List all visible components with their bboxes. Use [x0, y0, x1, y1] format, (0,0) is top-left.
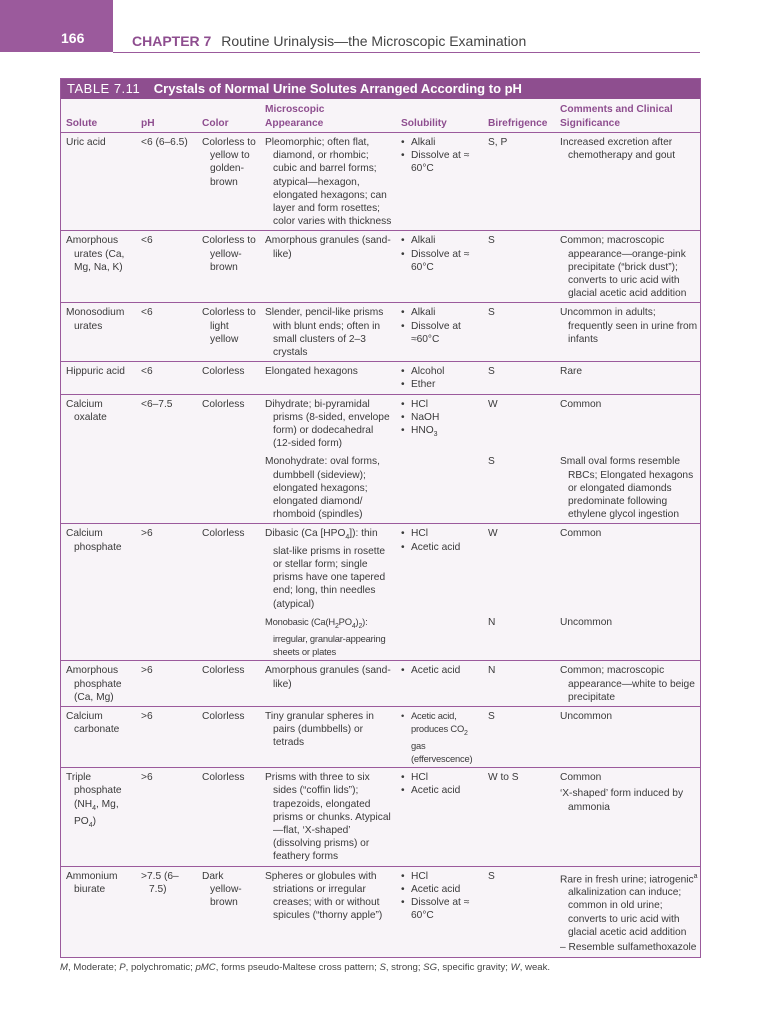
cell-ph: <6: [141, 307, 153, 319]
col-header-appearance-line1: Microscopic: [265, 104, 325, 115]
cell-solubility: [401, 234, 480, 274]
abbr: pMC: [195, 962, 216, 973]
col-header-color: Color: [202, 118, 229, 129]
cell-color: Colorless: [202, 665, 245, 677]
text-part: Monobasic (Ca(H: [265, 615, 335, 627]
cell-ph: <6: [141, 235, 153, 247]
chapter-title: Routine Urinalysis—the Microscopic Examination: [221, 33, 527, 49]
table-row: [61, 133, 701, 231]
solubility-item-hno3: [401, 424, 480, 441]
running-header: [132, 33, 526, 49]
col-header-appearance-line2: Appearance: [265, 118, 324, 129]
cell-appearance: Slender, pencil-like prisms with blunt ends; often in small clusters of 2–3 crystals: [265, 307, 384, 359]
col-header-ph: pH: [141, 118, 155, 129]
cell-solute: Uric acid: [66, 137, 106, 148]
chapter-label: CHAPTER 7: [132, 33, 212, 49]
solubility-item: • Dissolve at ≈ 60°C: [401, 149, 480, 175]
table-row: [61, 231, 701, 303]
cell-solubility: [401, 398, 480, 442]
subscript: 2: [358, 622, 363, 630]
solubility-item: [401, 710, 480, 765]
table-number: TABLE 7.11: [67, 81, 141, 96]
abbr-def: , strong;: [385, 962, 424, 973]
subscript: 4: [92, 804, 97, 812]
subscript: 4: [88, 821, 93, 829]
cell-comments: Uncommon: [560, 616, 613, 628]
cell-comments-line1: Common: [560, 772, 602, 784]
cell-solubility: [401, 527, 480, 553]
cell-color: Colorless: [202, 528, 245, 540]
cell-solute: Calcium oxalate: [66, 398, 107, 423]
col-header-solubility: Solubility: [401, 118, 447, 129]
text-part: Dibasic (Ca [HPO: [265, 528, 346, 540]
abbr: M: [60, 962, 68, 973]
solubility-item: • Dissolve at ≈ 60°C: [401, 248, 480, 274]
solubility-item: • Acetic acid: [401, 541, 480, 554]
table-footnote: [60, 962, 550, 973]
solubility-item: • HCl: [401, 771, 480, 784]
table-row: [61, 394, 701, 452]
abbr: SG: [423, 962, 438, 973]
abbr-def: , Moderate;: [68, 962, 120, 973]
cell-comments-line2: ‘X-shaped’ form induced by ammonia: [560, 788, 684, 813]
abbr: P: [119, 962, 126, 973]
subscript: 4: [345, 534, 350, 542]
page-number: 166: [61, 30, 85, 46]
cell-solute: Amorphous urates (Ca, Mg, Na, K): [66, 235, 125, 273]
cell-comments: Small oval forms resemble RBCs; Elongated hexagons or elongated diamonds predominate following ethylene glycol ingestion: [560, 456, 694, 521]
cell-ph: >7.5 (6–7.5): [141, 870, 179, 895]
subscript: 2: [334, 622, 339, 630]
cell-birefringence: N: [488, 665, 496, 677]
text-part: , Mg, PO: [74, 798, 119, 827]
cell-appearance: Pleomorphic; often flat, diamond, or rhombic; cubic and barrel forms; atypical—hexagon, elongated hexagons; can layer and form rosettes; color varies with thickness: [265, 137, 392, 228]
cell-color: Colorless: [202, 366, 245, 378]
cell-color: Dark yellow-brown: [202, 870, 242, 909]
abbr-def: , specific gravity;: [437, 962, 511, 973]
cell-solubility: [401, 771, 480, 797]
table-row: [61, 661, 701, 707]
solubility-item: • Alkali: [401, 306, 480, 319]
text-part: Acetic acid, produces CO: [411, 710, 465, 734]
abbr: W: [510, 962, 520, 973]
superscript: a: [693, 872, 698, 880]
cell-solubility: [401, 136, 480, 176]
cell-birefringence: S: [488, 307, 495, 319]
cell-solubility: [401, 870, 480, 923]
cell-ph: <6: [141, 366, 153, 378]
cell-comments: Common; macroscopic appearance—orange-pink precipitate (“brick dust”); converts to uric acid with glacial acetic acid addition: [560, 235, 687, 300]
cell-appearance: Monohydrate: oval forms, dumbbell (sideview); elongated hexagons; elongated diamond/ rhomboid (spindles): [265, 456, 380, 521]
cell-solubility: [401, 365, 480, 391]
cell-solubility: [401, 306, 480, 346]
cell-color: Colorless to yellow-brown: [202, 235, 256, 273]
text-part: alkalinization can induce; common in old urine; converts to uric acid with glacial acetic acid addition: [568, 887, 687, 938]
cell-ph: <6–7.5: [141, 398, 173, 410]
cell-appearance: Elongated hexagons: [265, 366, 358, 378]
cell-solute: Amorphous phosphate (Ca, Mg): [66, 665, 122, 703]
cell-appearance: Amorphous granules (sand-like): [265, 665, 391, 690]
table-header-row: [61, 99, 701, 133]
abbr-def: , polychromatic;: [125, 962, 196, 973]
solubility-item: • HCl: [401, 398, 480, 411]
text-part: Rare in fresh urine; iatrogenic: [560, 874, 694, 886]
cell-comments: Rare: [560, 366, 583, 378]
abbr: S: [379, 962, 386, 973]
col-header-comments: [555, 99, 701, 133]
abbr-def: , forms pseudo-Maltese cross pattern;: [215, 962, 380, 973]
cell-ph: >6: [141, 772, 153, 784]
cell-color: Colorless to yellow to golden-brown: [202, 137, 256, 188]
solubility-item: • Alkali: [401, 234, 480, 247]
cell-comments: Uncommon: [560, 711, 613, 722]
cell-comments: Common; macroscopic appearance—white to beige precipitate: [560, 665, 695, 703]
cell-color: Colorless: [202, 711, 245, 722]
cell-solute: Monosodium urates: [66, 307, 125, 332]
table-title: Crystals of Normal Urine Solutes Arranged According to pH: [153, 81, 522, 96]
crystals-table: [60, 78, 701, 958]
table-row: [61, 303, 701, 362]
cell-color: Colorless to light yellow: [202, 307, 256, 345]
cell-appearance: [265, 527, 393, 610]
cell-comments-dash-item: – Resemble sulfamethoxazole: [560, 942, 697, 954]
text-part: ]): thin slat-like prisms in rosette or stellar form; single prisms have one tapered end; long, thin needles (atypical): [273, 528, 386, 610]
solubility-item: • HCl: [401, 870, 480, 883]
table-title-bar: [61, 79, 700, 99]
cell-ph: >6: [141, 528, 153, 540]
text-part: ): irregular, granular-appearing sheets or plates: [273, 615, 386, 657]
cell-appearance: [265, 616, 393, 659]
solubility-item: • Dissolve at ≈ 60°C: [401, 896, 480, 922]
solubility-item: • Acetic acid: [401, 883, 480, 896]
table-row: [61, 707, 701, 768]
text-part: ): [92, 815, 97, 827]
text-part: PO: [338, 615, 352, 627]
cell-solute: [66, 771, 133, 832]
cell-appearance: Tiny granular spheres in pairs (dumbbells) or tetrads: [265, 711, 374, 749]
table-subrow: [61, 613, 701, 661]
subscript: 2: [464, 729, 468, 737]
cell-appearance: Spheres or globules with striations or irregular creases; with or without spicules (“thorny apple”): [265, 870, 383, 922]
cell-birefringence: S: [488, 235, 495, 247]
subscript: 3: [433, 431, 438, 439]
col-header-birefringence: Birefrigence: [488, 118, 548, 129]
cell-birefringence: W: [488, 528, 498, 540]
data-table: [61, 99, 701, 956]
cell-comments: [560, 870, 698, 939]
solubility-item: • Alcohol: [401, 365, 480, 378]
cell-birefringence: S: [488, 366, 495, 378]
cell-solubility: [401, 664, 480, 677]
text-part: Triple phosphate (NH: [66, 772, 122, 810]
cell-birefringence: S: [488, 456, 495, 468]
table-row: [61, 866, 701, 956]
cell-solubility: [401, 710, 480, 765]
cell-solute: Calcium carbonate: [66, 711, 120, 736]
solubility-item: • HCl: [401, 527, 480, 540]
solubility-item: • Acetic acid: [401, 664, 480, 677]
cell-birefringence: N: [488, 616, 496, 628]
col-header-solute: Solute: [66, 118, 98, 129]
solubility-item: • Ether: [401, 378, 480, 391]
cell-comments: Common: [560, 528, 602, 540]
cell-ph: >6: [141, 665, 153, 677]
table-row: [61, 768, 701, 866]
cell-comments: Uncommon in adults; frequently seen in urine from infants: [560, 307, 698, 345]
cell-comments: Increased excretion after chemotherapy and gout: [560, 137, 676, 162]
table-row: [61, 362, 701, 394]
abbr-def: , weak.: [519, 962, 551, 973]
cell-solute: Ammonium biurate: [66, 870, 118, 895]
col-header-comments-line2: Significance: [560, 118, 621, 129]
solubility-item: • Acetic acid: [401, 784, 480, 797]
cell-appearance: Amorphous granules (sand-like): [265, 235, 391, 260]
cell-solute: Hippuric acid: [66, 366, 125, 378]
cell-comments: Common: [560, 398, 602, 410]
table-row: [61, 524, 701, 613]
cell-appearance: Prisms with three to six sides (“coffin lids”); trapezoids, elongated prisms or chunks. Atypical—flat, ‘X-shaped’ (dissolving prisms) or feathery forms: [265, 772, 391, 863]
cell-ph: <6 (6–6.5): [141, 137, 188, 148]
header-rule: [113, 52, 700, 53]
page-number-tab: [0, 0, 113, 52]
table-subrow: [61, 452, 701, 524]
solubility-item: • NaOH: [401, 411, 480, 424]
text-part: ): [355, 615, 359, 627]
solubility-item: • Dissolve at ≈60°C: [401, 320, 480, 346]
cell-ph: >6: [141, 711, 153, 722]
cell-appearance: Dihydrate; bi-pyramidal prisms (8-sided, envelope form) or dodecahedral (12-sided form): [265, 398, 390, 450]
cell-solute: Calcium phosphate: [66, 528, 122, 553]
cell-color: Colorless: [202, 398, 245, 410]
cell-birefringence: S: [488, 870, 495, 882]
text-part: gas (effervescence): [411, 740, 473, 764]
col-header-comments-line1: Comments and Clinical: [560, 104, 673, 115]
cell-birefringence: S: [488, 711, 495, 722]
col-header-appearance: [260, 99, 396, 133]
subscript: 4: [351, 622, 356, 630]
solubility-item: • Alkali: [401, 136, 480, 149]
cell-color: Colorless: [202, 772, 245, 784]
cell-birefringence: W: [488, 398, 498, 410]
cell-birefringence: S, P: [488, 137, 508, 148]
solubility-text: HNO: [411, 425, 434, 437]
cell-birefringence: W to S: [488, 772, 519, 784]
